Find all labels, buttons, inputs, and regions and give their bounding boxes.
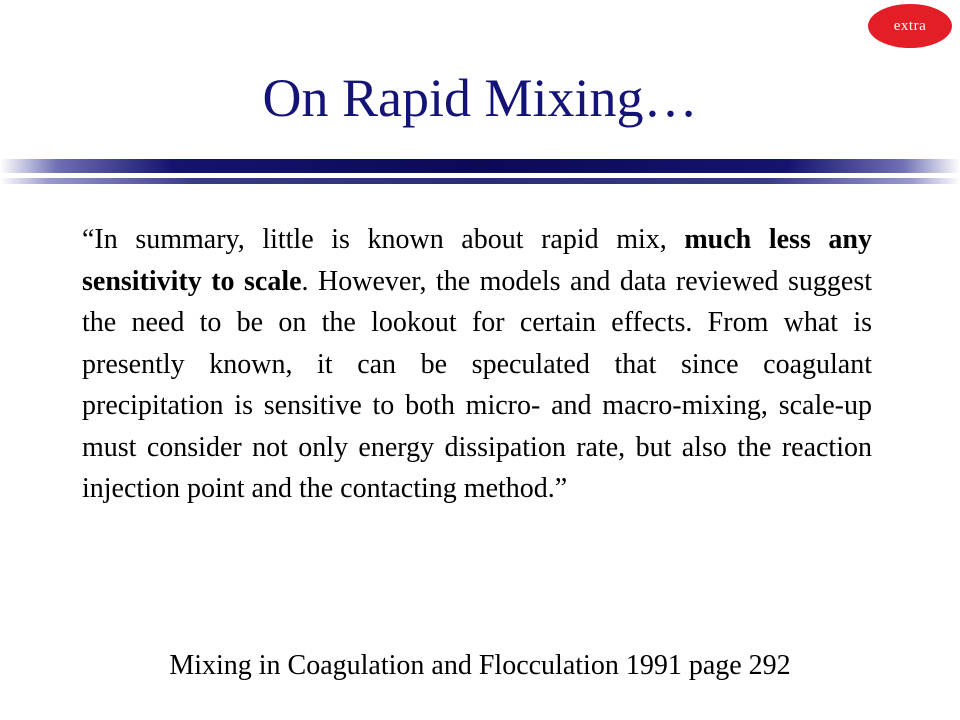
- extra-badge-label: extra: [893, 17, 927, 34]
- title-divider-thin: [0, 178, 960, 184]
- extra-badge: [868, 4, 952, 48]
- title-divider-thick: [0, 159, 960, 173]
- citation-source: Mixing in Coagulation and Flocculation 1991 page 292: [169, 650, 791, 681]
- quote-emphasis: much less any sensitivity to scale: [82, 224, 872, 297]
- slide-title: On Rapid Mixing…: [262, 68, 698, 128]
- quote-text-start: “In summary, little is known about rapid mix,: [82, 224, 685, 255]
- quote-text-end: . However, the models and data reviewed suggest the need to be on the lookout for certain effects. From what is presently known, it can be speculated that since coagulant precipitation is sensitive to both micro- and macro-mixing, scale-up must consider not only energy dissipation rate, but also the reaction injection point and the contacting method.”: [82, 265, 872, 504]
- quote-paragraph: [82, 219, 872, 510]
